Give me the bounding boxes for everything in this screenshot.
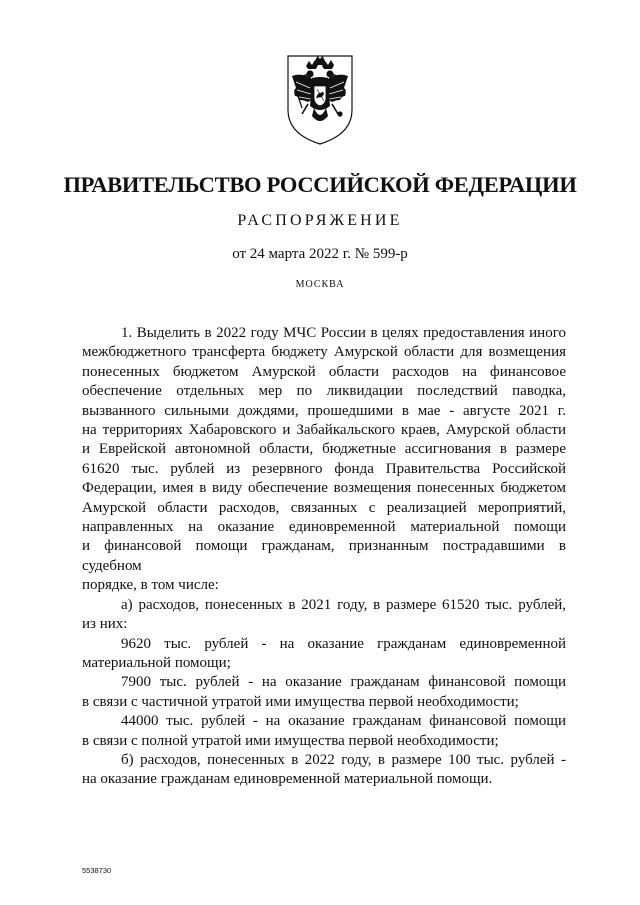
body-line: и Еврейской автономной области, бюджетные ассигнования в размере [82, 441, 566, 458]
city: МОСКВА [295, 279, 345, 290]
body-line: 1. Выделить в 2022 году МЧС России в целях предоставления иного [121, 325, 566, 341]
body-line: 44000 тыс. рублей - на оказание гражданам финансовой помощи [121, 713, 566, 730]
document-date-number: от 24 марта 2022 г. № 599-р [232, 246, 408, 262]
body-line: материальной помощи; [82, 654, 231, 671]
body-line: а) расходов, понесенных в 2021 году, в размере 61520 тыс. рублей, [121, 596, 566, 613]
body-line: 9620 тыс. рублей - на оказание гражданам единовременной [121, 635, 566, 652]
body-line: порядке, в том числе: [82, 577, 219, 594]
body-line: в связи с частичной утратой ими имущества первой необходимости; [82, 693, 519, 710]
document-code: 5538730 [82, 866, 112, 875]
body-line: из них: [82, 616, 128, 633]
body-line: на территориях Хабаровского и Забайкальского краев, Амурской области [82, 422, 566, 439]
body-line: и финансовой помощи гражданам, признанным пострадавшими в судебном [82, 538, 566, 574]
document-body [82, 324, 566, 790]
coat-of-arms-icon [284, 52, 356, 148]
body-line: понесенных бюджетом Амурской области расходов на финансовое [82, 363, 566, 380]
body-line: межбюджетного трансферта бюджету Амурской области для возмещения [82, 344, 566, 361]
body-line: в связи с полной утратой ими имущества первой необходимости; [82, 732, 499, 749]
body-line: 7900 тыс. рублей - на оказание гражданам финансовой помощи [121, 674, 566, 691]
body-line: 61620 тыс. рублей из резервного фонда Правительства Российской [82, 460, 566, 477]
body-line: вызванного сильными дождями, прошедшими в мае - августе 2021 г. [82, 402, 566, 419]
body-line: Федерации, имея в виду обеспечение возмещения понесенных бюджетом [82, 480, 566, 497]
body-line: б) расходов, понесенных в 2022 году, в размере 100 тыс. рублей - [121, 751, 566, 768]
body-line: на оказание гражданам единовременной материальной помощи. [82, 771, 493, 788]
body-line: обеспечение отдельных мер по ликвидации последствий паводка, [82, 383, 566, 400]
body-line: направленных на оказание единовременной материальной помощи [82, 519, 566, 536]
document-type: РАСПОРЯЖЕНИЕ [237, 212, 403, 229]
government-title: ПРАВИТЕЛЬСТВО РОССИЙСКОЙ ФЕДЕРАЦИИ [63, 172, 577, 197]
body-line: Амурской области расходов, связанных с реализацией мероприятий, [82, 499, 566, 516]
